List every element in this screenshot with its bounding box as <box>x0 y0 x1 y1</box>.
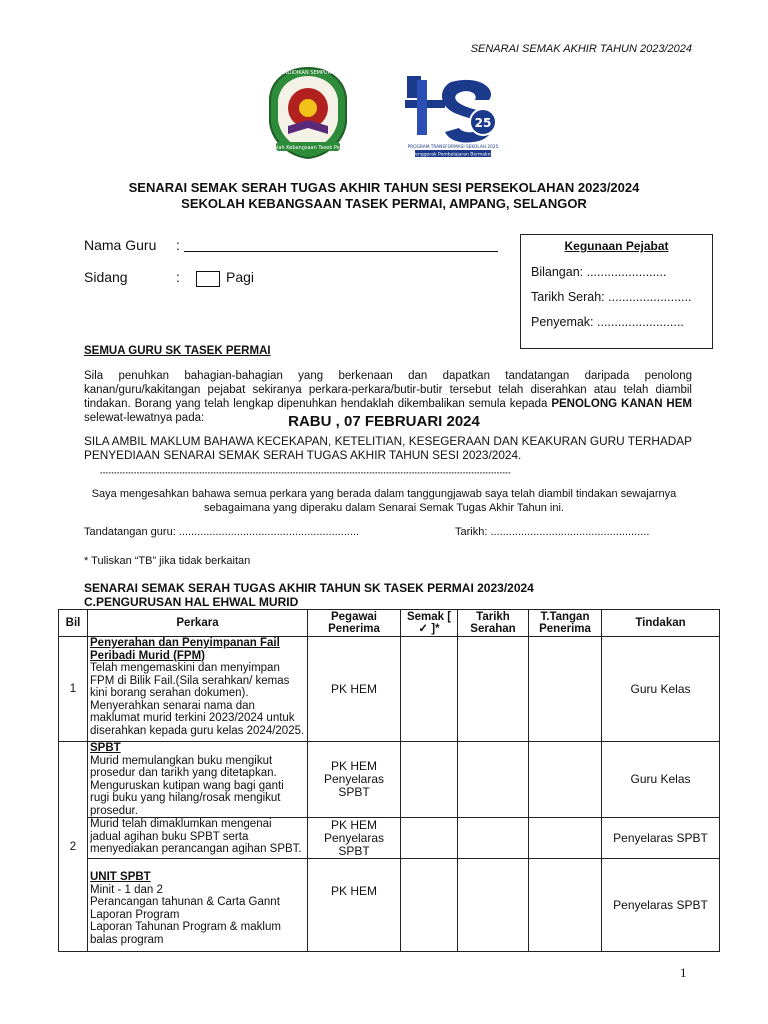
program-logo <box>401 70 505 158</box>
nama-guru-colon: : <box>176 237 180 253</box>
nama-guru-label: Nama Guru <box>84 237 157 253</box>
row2c-ttangan-cell[interactable] <box>529 859 602 952</box>
table-row <box>59 859 720 952</box>
row1-bil: 1 <box>59 637 88 742</box>
header-pegawai: Pegawai Penerima <box>308 610 401 637</box>
row1-tindakan: Guru Kelas <box>602 637 720 742</box>
row2c-pegawai: PK HEM <box>308 859 401 952</box>
row2c-perkara <box>88 859 308 952</box>
penyemak-field: Penyemak: ......................... <box>531 315 684 329</box>
section-title-2: C.PENGURUSAN HAL EHWAL MURID <box>84 595 299 609</box>
svg-text:25: 25 <box>474 116 492 130</box>
svg-text:Sekolah Kebangsaan Tasek Perma: Sekolah Kebangsaan Tasek Permai <box>266 145 350 151</box>
row2a-perkara <box>88 742 308 818</box>
row2b-tindakan: Penyelaras SPBT <box>602 818 720 859</box>
row1-pegawai: PK HEM <box>308 637 401 742</box>
nama-guru-input[interactable] <box>184 251 498 252</box>
table-row <box>59 637 720 742</box>
office-use-box <box>520 234 713 349</box>
row2-bil: 2 <box>59 742 88 952</box>
header-tindakan: Tindakan <box>602 610 720 637</box>
row1-ttangan-cell[interactable] <box>529 637 602 742</box>
pagi-label: Pagi <box>226 269 255 285</box>
row1-tarikh-cell[interactable] <box>458 637 529 742</box>
table-row <box>59 742 720 818</box>
row2c-item4: Laporan Tahunan Program & maklum balas program <box>90 921 281 946</box>
section-title-1: SENARAI SEMAK SERAH TUGAS AKHIR TAHUN SK TASEK PERMAI 2023/2024 <box>84 581 534 595</box>
row2a-item2: Menguruskan kutipan wang bagi ganti rugi buku yang hilang/rosak mengikut prosedur. <box>90 779 284 817</box>
warning-text: SILA AMBIL MAKLUM BAHAWA KECEKAPAN, KETELITIAN, KESEGERAAN DAN KEAKURAN GURU TERHADAP PENYEDIAAN SENARAI SEMAK SERAH TUGAS AKHIR TAHUN SESI 2023/2024. <box>84 434 692 462</box>
signature-line[interactable]: Tandatangan guru: ........................................................... <box>84 526 360 538</box>
row2c-item1: Minit - 1 dan 2 <box>90 883 163 896</box>
title-line-2: SEKOLAH KEBANGSAAN TASEK PERMAI, AMPANG, SELANGOR <box>181 196 587 211</box>
row2a-semak-cell[interactable] <box>401 742 458 818</box>
row2a-ttangan-cell[interactable] <box>529 742 602 818</box>
row1-perkara <box>88 637 308 742</box>
penolong-kanan-hem: PENOLONG KANAN HEM <box>551 398 692 410</box>
bilangan-field: Bilangan: ....................... <box>531 265 667 279</box>
row2b-pegawai: PK HEM Penyelaras SPBT <box>308 818 401 859</box>
row2a-pegawai: PK HEM Penyelaras SPBT <box>308 742 401 818</box>
checklist-table <box>58 609 720 952</box>
header-perkara: Perkara <box>88 610 308 637</box>
header-tarikh: Tarikh Serahan <box>458 610 529 637</box>
svg-text:PENDIDIKAN SEMPURNA: PENDIDIKAN SEMPURNA <box>277 70 339 76</box>
row2c-heading: UNIT SPBT <box>90 871 151 883</box>
document-label: SENARAI SEMAK AKHIR TAHUN 2023/2024 <box>470 43 692 55</box>
header-bil: Bil <box>59 610 88 637</box>
pagi-checkbox[interactable] <box>196 271 220 287</box>
table-header-row <box>59 610 720 637</box>
row2a-item1: Murid memulangkan buku mengikut prosedur dan tarikh yang ditetapkan. <box>90 754 277 779</box>
notice-heading: SEMUA GURU SK TASEK PERMAI <box>84 345 271 357</box>
header-semak: Semak [ ✓ ]* <box>401 610 458 637</box>
row2c-item2: Perancangan tahunan & Carta Gannt <box>90 896 280 908</box>
confirmation-text: Saya mengesahkan bahawa semua perkara yang berada dalam tanggungjawab saya telah diambil tindakan sewajarnya sebagaimana yang diperaku dalam Senarai Semak Tugas Akhir Tahun ini. <box>91 488 677 514</box>
sidang-colon: : <box>176 269 180 285</box>
row1-item2: Menyerahkan senarai nama dan maklumat murid terkini 2023/2024 untuk diserahkan kepada guru kelas 2024/2025. <box>90 699 305 737</box>
svg-text:Penggerak Pembelajaran Bermakn: Penggerak Pembelajaran Bermakna <box>412 152 494 158</box>
sidang-label: Sidang <box>84 269 128 285</box>
office-heading: Kegunaan Pejabat <box>564 239 669 253</box>
date-line[interactable]: Tarikh: .................................................... <box>455 526 650 538</box>
school-logo <box>266 64 350 160</box>
row2c-tarikh-cell[interactable] <box>458 859 529 952</box>
row2b-perkara <box>88 818 308 859</box>
title-line-1: SENARAI SEMAK SERAH TUGAS AKHIR TAHUN SESI PERSEKOLAHAN 2023/2024 <box>128 180 640 195</box>
row2b-item1: Murid telah dimaklumkan mengenai jadual agihan buku SPBT serta menyediakan perancangan agihan SPBT. <box>90 818 302 855</box>
row2b-ttangan-cell[interactable] <box>529 818 602 859</box>
row2a-tindakan: Guru Kelas <box>602 742 720 818</box>
table-row <box>59 818 720 859</box>
row2c-item3: Laporan Program <box>90 908 180 921</box>
tb-note: * Tuliskan “TB” jika tidak berkaitan <box>84 555 251 567</box>
row2a-heading: SPBT <box>90 742 121 754</box>
row2b-semak-cell[interactable] <box>401 818 458 859</box>
row2c-tindakan: Penyelaras SPBT <box>602 859 720 952</box>
divider-stars: ************************************************************************************************************************************************* <box>100 472 512 478</box>
row2a-tarikh-cell[interactable] <box>458 742 529 818</box>
page-number: 1 <box>680 965 687 980</box>
notice-paragraph: Sila penuhkan bahagian-bahagian yang berkenaan dan dapatkan tandatangan daripada penolong kanan/guru/kakitangan pejabat sekiranya perkara-perkara/butir-butir tersebut telah diserahkan atau telah diambil tindakan. Borang yang telah lengkap dipenuhkan hendaklah dikembalikan semula kepada PENOLONG KANAN HEM selewat-lewatnya pada: <box>84 370 692 424</box>
row1-item1: Telah mengemaskini dan menyimpan FPM di Bilik Fail.(Sila serahkan/ kemas kini borang serahan dokumen). <box>90 662 290 699</box>
tarikh-serah-field: Tarikh Serah: ........................ <box>531 290 692 304</box>
svg-text:PROGRAM TRANSFORMASI SEKOLAH 2: PROGRAM TRANSFORMASI SEKOLAH 2025 <box>407 145 499 150</box>
header-ttangan: T.Tangan Penerima <box>529 610 602 637</box>
deadline-date: RABU , 07 FEBRUARI 2024 <box>288 413 480 430</box>
row1-semak-cell[interactable] <box>401 637 458 742</box>
row1-heading: Penyerahan dan Penyimpanan Fail Peribadi Murid (FPM) <box>90 637 280 662</box>
row2b-tarikh-cell[interactable] <box>458 818 529 859</box>
row2c-semak-cell[interactable] <box>401 859 458 952</box>
